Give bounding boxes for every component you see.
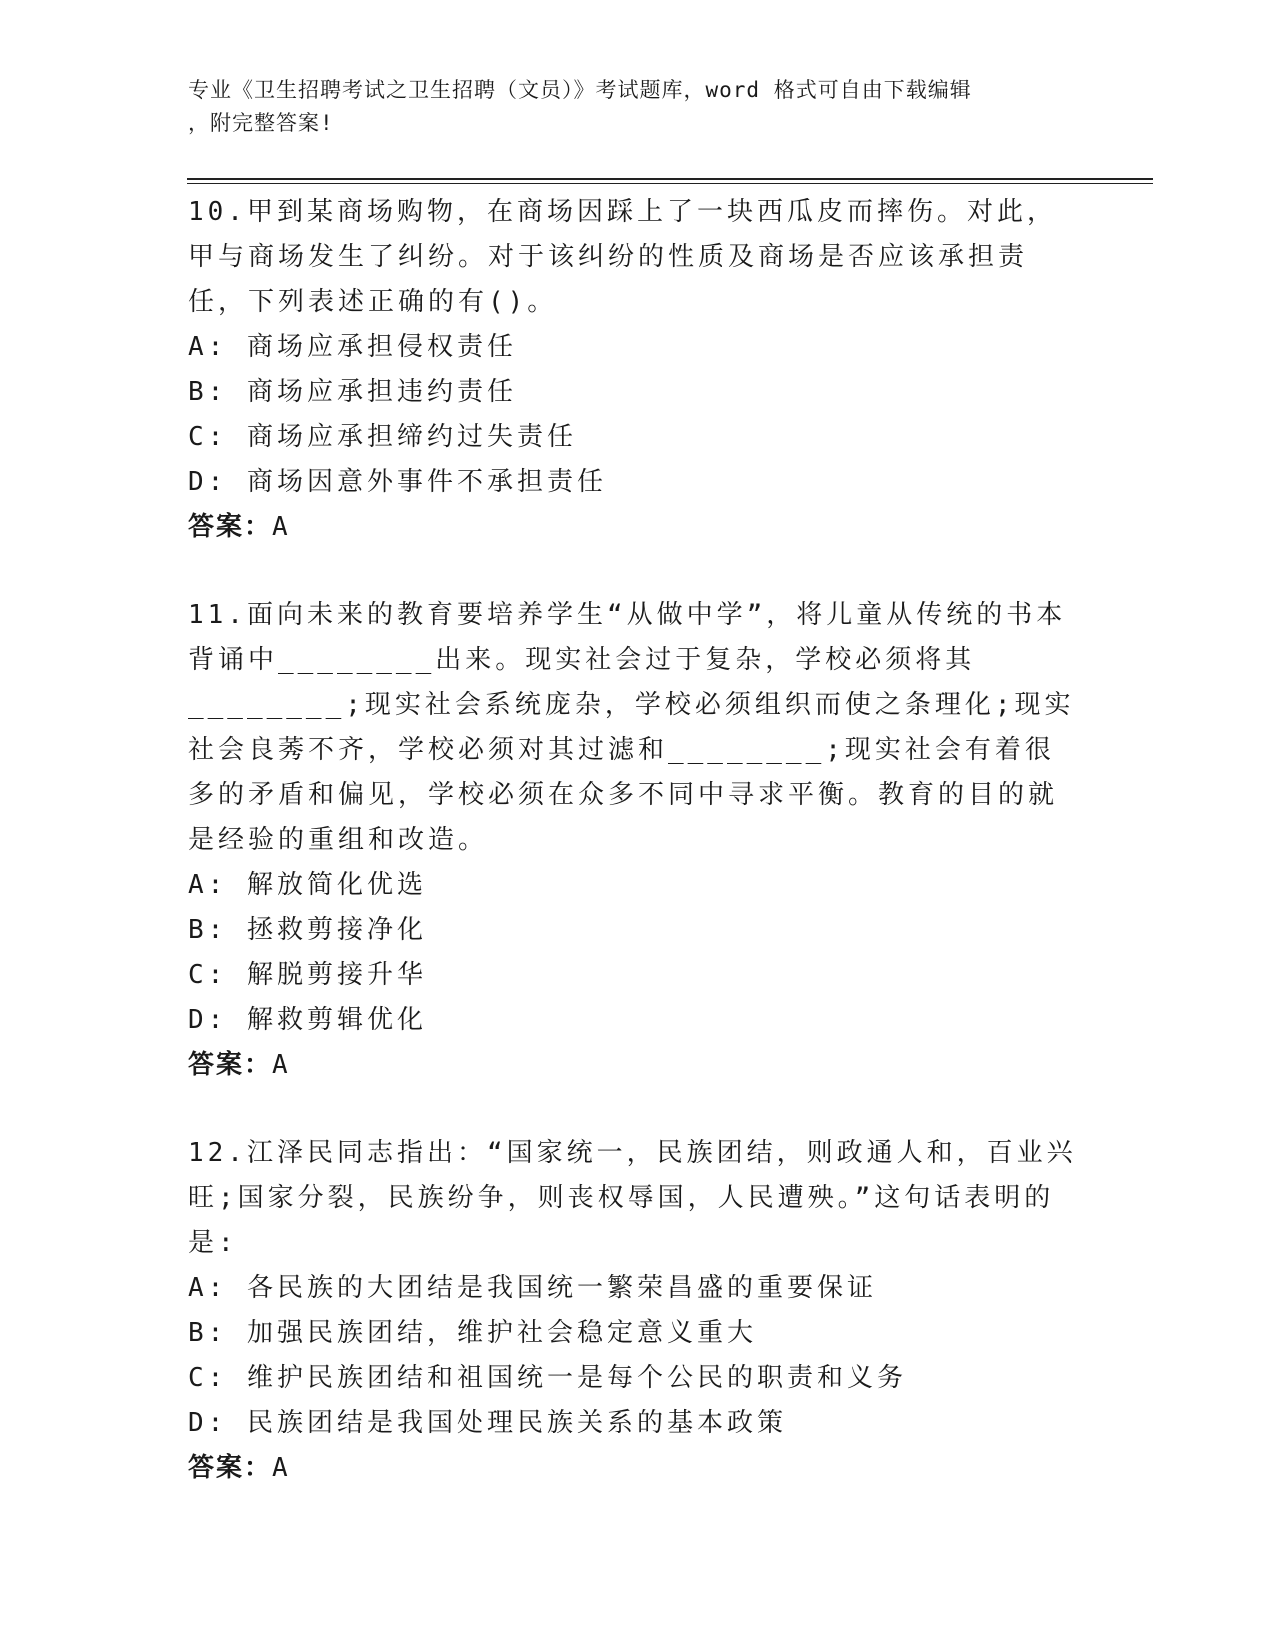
option-a: A: 各民族的大团结是我国统一繁荣昌盛的重要保证	[188, 1273, 877, 1303]
document-header	[188, 74, 1078, 140]
option-b: B: 加强民族团结，维护社会稳定意义重大	[188, 1318, 757, 1348]
question-stem: 12.江泽民同志指出：“国家统一，民族团结，则政通人和，百业兴旺;国家分裂，民族纷争，则丧权辱国，人民遭殃。”这句话表明的是:	[188, 1138, 1077, 1258]
question-spacer	[188, 550, 1078, 593]
question-list	[188, 190, 1078, 1491]
option-d: D: 民族团结是我国处理民族关系的基本政策	[188, 1408, 787, 1438]
answer-line	[188, 1446, 1078, 1491]
option-d: D: 商场因意外事件不承担责任	[188, 467, 607, 497]
question-12	[188, 1131, 1078, 1491]
option-c: C: 解脱剪接升华	[188, 960, 427, 990]
header-line-1: 专业《卫生招聘考试之卫生招聘（文员）》考试题库，word 格式可自由下载编辑	[188, 78, 972, 102]
option-b: B: 拯救剪接净化	[188, 915, 427, 945]
option-d: D: 解救剪辑优化	[188, 1005, 427, 1035]
answer-line	[188, 1043, 1078, 1088]
option-a: A: 解放简化优选	[188, 870, 427, 900]
answer-label: 答案：	[188, 1050, 273, 1080]
question-10	[188, 190, 1078, 550]
question-spacer	[188, 1088, 1078, 1131]
answer-label: 答案：	[188, 512, 273, 542]
option-b: B: 商场应承担违约责任	[188, 377, 517, 407]
question-stem: 10.甲到某商场购物，在商场因踩上了一块西瓜皮而摔伤。对此，甲与商场发生了纠纷。对于该纠纷的性质及商场是否应该承担责任，下列表述正确的有()。	[188, 197, 1057, 317]
question-11	[188, 593, 1078, 1088]
option-c: C: 商场应承担缔约过失责任	[188, 422, 577, 452]
header-divider-thick	[187, 178, 1153, 180]
answer-value: A	[272, 1050, 290, 1080]
option-c: C: 维护民族团结和祖国统一是每个公民的职责和义务	[188, 1363, 907, 1393]
answer-label: 答案：	[188, 1453, 273, 1483]
answer-value: A	[272, 1453, 290, 1483]
question-stem: 11.面向未来的教育要培养学生“从做中学”，将儿童从传统的书本背诵中________出来。现实社会过于复杂，学校必须将其________;现实社会系统庞杂，学校必须组织而使之条理化;现实社会良莠不齐，学校必须对其过滤和________;现实社会有着很多的矛盾和偏见，学校必须在众多不同中寻求平衡。教育的目的就是经验的重组和改造。	[188, 600, 1075, 855]
option-a: A: 商场应承担侵权责任	[188, 332, 517, 362]
answer-line	[188, 505, 1078, 550]
answer-value: A	[272, 512, 290, 542]
header-divider-thin	[187, 183, 1153, 184]
header-line-2: ，附完整答案!	[188, 111, 334, 135]
